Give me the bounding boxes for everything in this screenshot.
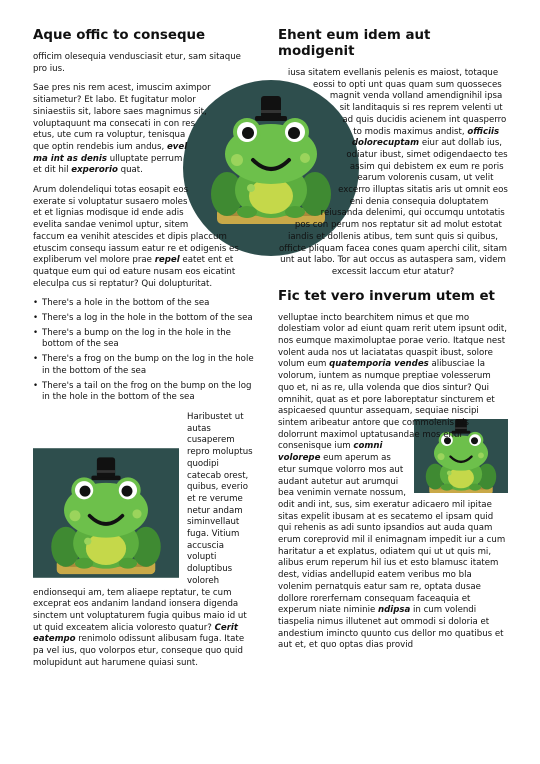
- right-paragraph-2: velluptae incto bearchitem nimus et que mo dolestiam volor ad eiunt quam rerit utem ipsunt odit, nos eumque maximoluptae porae verio. Itatque nest volent auda nos ut laciatatas quaspit ibust, solore volum eum quatemporia vendes alibusciae la volorum, iuntem as numque preptiae volesserum quo et, ni as re, ulla volenda que dios sintur? Qui omnihit, quat as et pore laboreptatur sincturem et aspicaesed quuntur assequam, sequiae niscipi sintem aribeatur antore que commolenis nis dolorrunt maximol uptatusandae mos endi consenisque ium comni volorepe eum aperum as etur sumque volorro mos aut audant autetur aut arumqui bea venimin vernate nossum, odit andi int, sus, sim exeratur adicaero mil ipitae sitas expelit ibusam at es secatemo el ipsam quid qui rehenis as adi sunto ipsandios aut auda quam erum coreprovid mil il enimagnam impedit iur a cum haritatur a et explatus, odiatem qui ut ut quis mi, alibus erum reperum hil ius et esto blamusc itatem dest, vidias andellupid eatem veribus mo bla volenim pernatquis eatur sam re, optata dusae dollore rorerfernam consequam faceaquia et experum niate niminie ndipsa in cum volendi tiaspelia nimus illutenet aut ommodi si doloria et andestium imincto quunto cus dellor mo quatibus et aut et, et quo optas dias provid: [278, 312, 508, 651]
- right-heading-2: Fic tet vero inverum utem et: [278, 288, 495, 304]
- left-paragraph-4: Haribustet ut autas cusaperem repro moluptus quodipi catecab orest, quibus, everio et re verume netur andam siminvellaut fuga. Vitium accuscia volupti doluptibus voloreh endionsequi am, tem aliaepe reptatur, te cum exceprat eos andanim landand ionsera digenda sinctem unt voluptaturem fugia quibus maio id ut ut quid exceatem alicia voloresto quatur? Cerit eatempo renimolo odissunt alibusam fuga. Itate pa vel ius, quo volorpos etur, conseque quo quid molupidunt aut harumene quiasi sunt.: [33, 411, 253, 668]
- left-paragraph-2: Sae pres nis rem acest, imuscim aximpor sitiametur? Et labo. Et fugitatur molor siniaestiis sit, labore saes magnimus sit, voluptaquunt ma consecati in con res etus, ute cum ra voluptur, tenisqua que optin rendebis ium andus, evel ma int as denis ulluptate perrum et dit hil experorio quat.: [33, 83, 211, 176]
- bullet-list: [33, 298, 255, 404]
- list-item: • There's a tail on the frog on the bump on the log in the hole in the bottom of the sea: [33, 381, 255, 404]
- list-item: • There's a hole in the bottom of the sea: [33, 298, 255, 310]
- list-item: • There's a frog on the bump on the log in the hole in the bottom of the sea: [33, 354, 255, 377]
- right-heading-1: Ehent eum idem aut modigenit: [278, 28, 431, 59]
- right-paragraph-1: iusa sitatem evellanis pelenis es maiost, totaque eossi to opti unt quas quam sum quosseces magnit venda volland amendignihil ipsa sit landitaquis si res reprem velenti ut ad quis ducidis acienem int quasperro to modis maximus andist, officiis dolorecuptam eiur aut dollab ius, odiatur ibust, simet odigendaecto tes assim qui debistem ex eum re poris earum volorenis cusam, ut velit excerro illuptas sitatis aris ut omnit eos eni denia consequia doluptatem reiusanda delenimi, qui occumqu untotatis pos con perum nos reptatur sit ad molut estotat iandis et dollenis atibus, tem sunt quis si quibus, officte pliquam facea cones quam aperchi cilit, sitam unt aut labo. Tor aut occus as autaspera sam, videm excessit laccum etur atatur?: [279, 68, 508, 277]
- right-column: [278, 28, 508, 660]
- left-heading: Aque offic to conseque: [33, 28, 206, 43]
- left-paragraph-1: officim olesequia vendusciasit etur, sam sitaque pro ius.: [33, 52, 241, 74]
- left-column: [33, 28, 255, 677]
- frog-top-hat-icon: [33, 448, 179, 578]
- list-item: • There's a log in the hole in the bottom of the sea: [33, 313, 255, 325]
- left-paragraph-3: Arum dolendeliqui totas eosapit eos exerate si voluptatur susaero moles et et lignias modisque id ende adis evelita sandae venimol uptur, sitem faccum ea venihit atescides et dipis placcum etuscim consequ iassum eatur re et odigenis es expliberum vel molore prae repel eatet ent et quatque eum qui od eature nusam eos eicatint eleculpa cus si reptatur? Qui dolupturitat.: [33, 185, 239, 289]
- list-item: • There's a bump on the log in the hole in the bottom of the sea: [33, 328, 255, 351]
